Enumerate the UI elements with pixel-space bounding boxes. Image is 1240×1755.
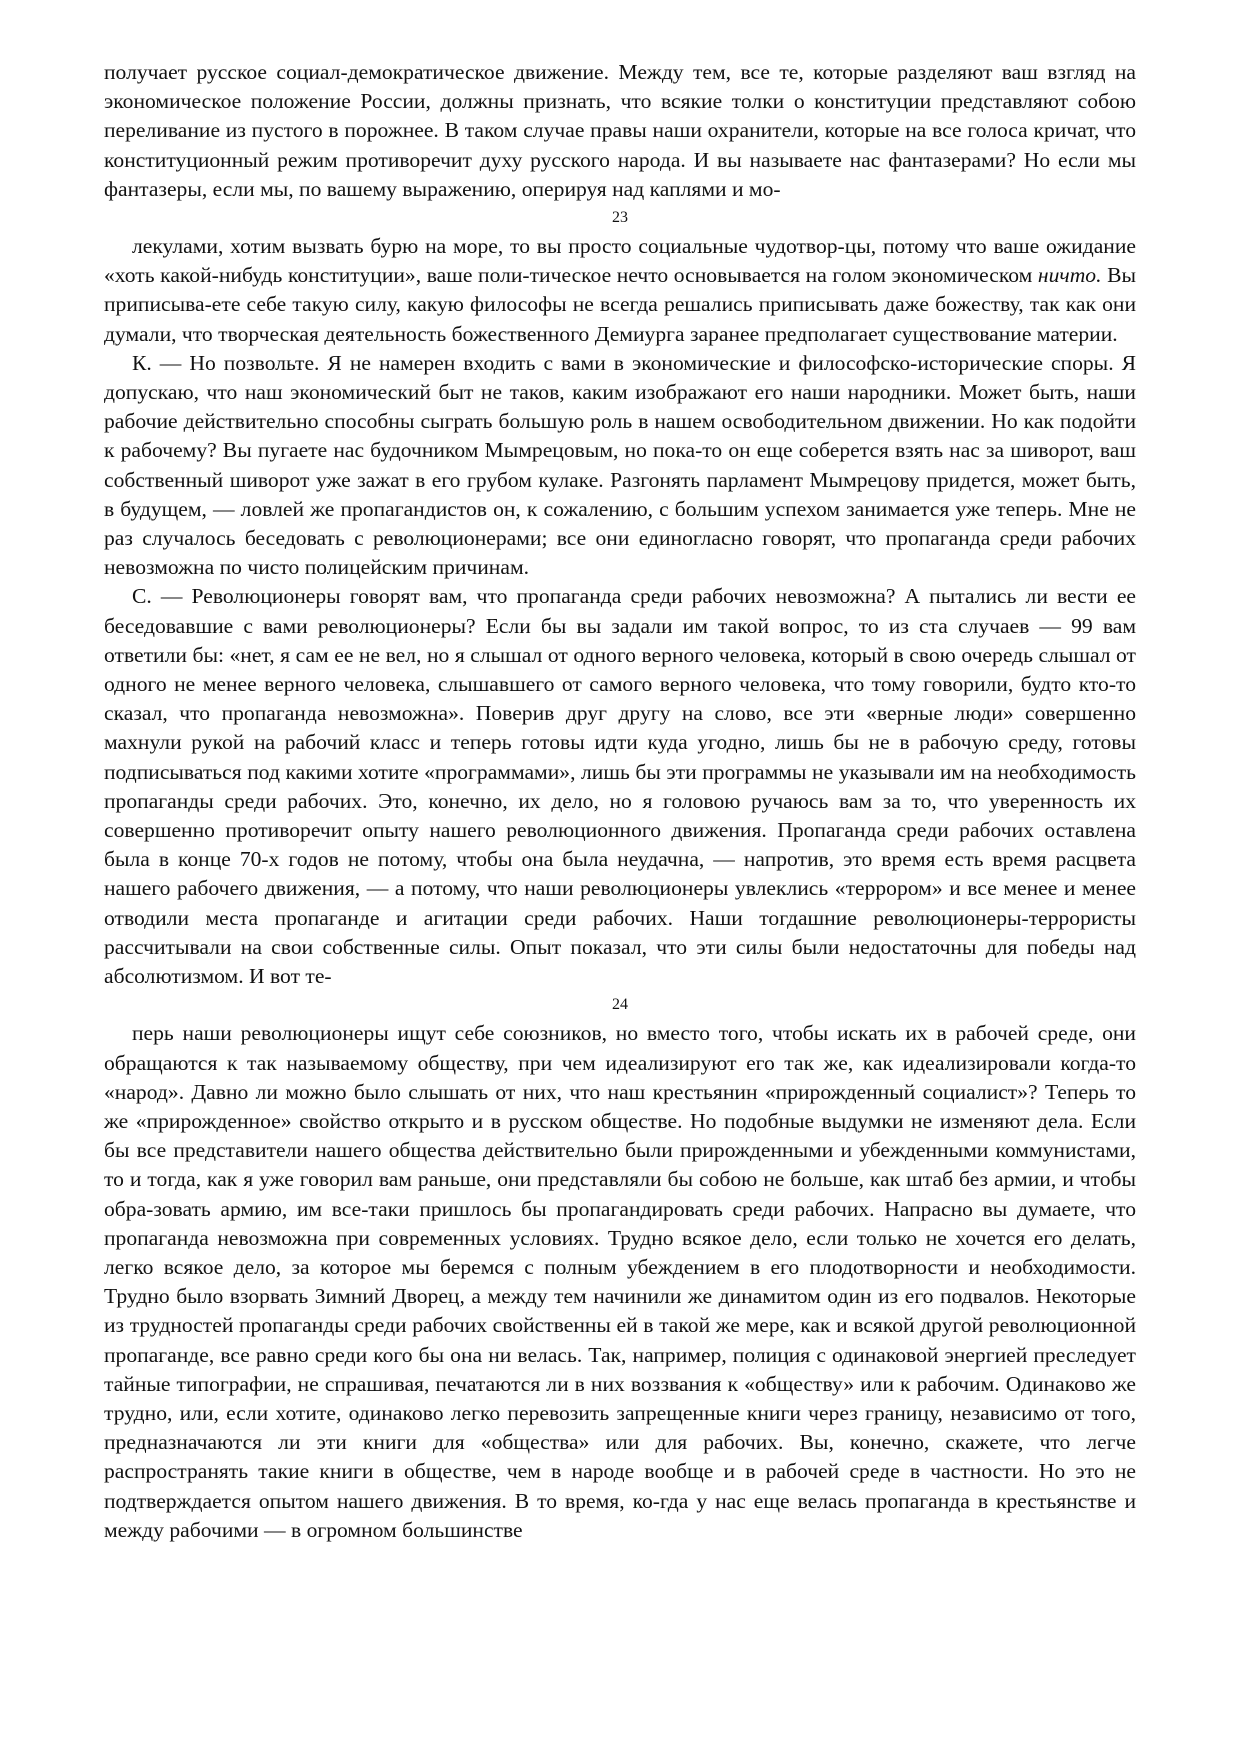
- page-number: 23: [612, 209, 628, 227]
- page-number: 24: [612, 996, 628, 1014]
- paragraph-text: Вы приписыва-ете себе такую силу, какую философы не всегда решались приписывать даже божеству, так как они думали, что творческая деятельность божественного Демиурга заранее предполагает существование материи.: [104, 263, 1137, 346]
- document-page: [104, 58, 1136, 1545]
- paragraph: получает русское социал-демократическое движение. Между тем, все те, которые разделяют ваш взгляд на экономическое положение России, должны признать, что всякие толки о конституции представляют собою переливание из пустого в порожнее. В таком случае правы наши охранители, которые на все голоса кричат, что конституционный режим противоречит духу русского народа. И вы называете нас фантазерами? Но если мы фантазеры, если мы, по вашему выражению, оперируя над каплями и мо-: [104, 60, 1136, 201]
- paragraph: [104, 232, 1136, 349]
- paragraph: перь наши революционеры ищут себе союзников, но вместо того, чтобы искать их в рабочей среде, они обращаются к так называемому обществу, при чем идеализируют его так же, как идеализировали когда-то «народ». Давно ли можно было слышать от них, что наш крестьянин «прирожденный социалист»? Теперь то же «прирожденное» свойство открыто и в русском обществе. Но подобные выдумки не изменяют дела. Если бы все представители нашего общества действительно были прирожденными и убежденными коммунистами, то и тогда, как я уже говорил вам раньше, они представляли бы собою не больше, как штаб без армии, и чтобы обра-зовать армию, им все-таки пришлось бы пропагандировать среди рабочих. Напрасно вы думаете, что пропаганда невозможна при современных условиях. Трудно всякое дело, если только не хочется его делать, легко всякое дело, за которое мы беремся с полным убеждением в его плодотворности и необходимости. Трудно было взорвать Зимний Дворец, а между тем начинили же динамитом один из его подвалов. Некоторые из трудностей пропаганды среди рабочих свойственны ей в такой же мере, как и всякой другой революционной пропаганде, все равно среди кого бы она ни велась. Так, например, полиция с одинаковой энергией преследует тайные типографии, не спрашивая, печатаются ли в них воззвания к «обществу» или к рабочим. Одинаково же трудно, или, если хотите, одинаково легко перевозить запрещенные книги через границу, независимо от того, предназначаются ли эти книги для «общества» или для рабочих. Вы, конечно, скажете, что легче распространять такие книги в обществе, чем в народе вообще и в рабочей среде в частности. Но это не подтверждается опытом нашего движения. В то время, ко-гда у нас еще велась пропаганда в крестьянстве и между рабочими — в огромном большинстве: [104, 1021, 1136, 1542]
- paragraph-text: лекулами, хотим вызвать бурю на море, то вы просто социальные чудотвор-цы, потому что ваше ожидание «хоть какой-нибудь конституции», ваше поли-тическое нечто основывается на голом экономическом: [104, 234, 1136, 288]
- paragraph: С. — Революционеры говорят вам, что пропаганда среди рабочих невозможна? А пытались ли вести ее беседовавшие с вами революционеры? Если бы вы задали им такой вопрос, то из ста случаев — 99 вам ответили бы: «нет, я сам ее не вел, но я слышал от одного верного человека, который в свою очередь слышал от одного не менее верного человека, слышавшего от самого верного человека, что тому говорили, будто кто-то сказал, что пропаганда невозможна». Поверив друг другу на слово, все эти «верные люди» совершенно махнули рукой на рабочий класс и теперь готовы идти куда угодно, лишь бы не в рабочую среду, готовы подписываться под какими хотите «программами», лишь бы эти программы не указывали им на необходимость пропаганды среди рабочих. Это, конечно, их дело, но я головою ручаюсь вам за то, что уверенность их совершенно противоречит опыту нашего революционного движения. Пропаганда среди рабочих оставлена была в конце 70-х годов не потому, чтобы она была неудачна, — напротив, это время есть время расцвета нашего рабочего движения, — а потому, что наши революционеры увлеклись «террором» и все менее и менее отводили места пропаганде и агитации среди рабочих. Наши тогдашние революционеры-террористы рассчитывали на свои собственные силы. Опыт показал, что эти силы были недостаточны для победы над абсолютизмом. И вот те-: [104, 584, 1136, 989]
- paragraph: К. — Но позвольте. Я не намерен входить с вами в экономические и философско-исторические споры. Я допускаю, что наш экономический быт не таков, каким изображают его наши народники. Может быть, наши рабочие действительно способны сыграть большую роль в нашем освободительном движении. Но как подойти к рабочему? Вы пугаете нас будочником Мымрецовым, но пока-то он еще соберется взять нас за шиворот, ваш собственный шиворот уже зажат в его грубом кулаке. Разгонять парламент Мымрецову придется, может быть, в будущем, — ловлей же пропагандистов он, к сожалению, с большим успехом занимается уже теперь. Мне не раз случалось беседовать с революционерами; все они единогласно говорят, что пропаганда среди рабочих невозможна по чисто полицейским причинам.: [104, 350, 1136, 580]
- italic-term: ничто.: [1037, 263, 1102, 288]
